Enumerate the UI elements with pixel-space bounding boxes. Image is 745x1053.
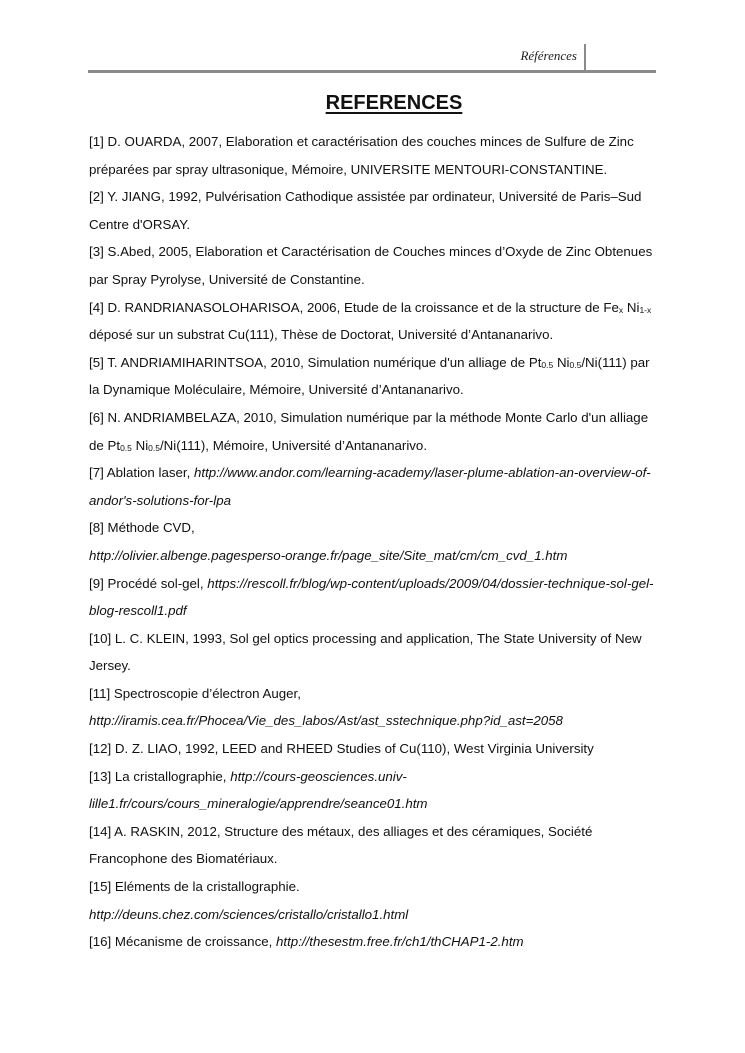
reference-item [89, 404, 659, 459]
reference-text: N. ANDRIAMBELAZA, 2010, Simulation numérique par la méthode Monte Carlo d'un alliage de Pt [89, 409, 649, 453]
reference-number: [4] [89, 299, 104, 315]
reference-text: T. ANDRIAMIHARINTSOA, 2010, Simulation numérique d'un alliage de Pt [107, 354, 542, 370]
subscript: 0.5 [569, 359, 582, 370]
reference-item [89, 818, 659, 873]
reference-item [89, 238, 659, 293]
reference-item [89, 763, 659, 818]
reference-link[interactable]: http://olivier.albenge.pagesperso-orange.fr/page_site/Site_mat/cm/cm_cvd_1.htm [89, 547, 568, 563]
header-vertical-rule [584, 44, 586, 72]
reference-number: [14] [89, 823, 112, 839]
reference-link[interactable]: http://cours-geosciences.univ-lille1.fr/cours/cours_mineralogie/apprendre/seance01.htm [89, 768, 428, 812]
reference-text: D. RANDRIANASOLOHARISOA, 2006, Etude de la croissance et de la structure de Fe [107, 299, 619, 315]
reference-item [89, 570, 659, 625]
reference-item [89, 625, 659, 680]
reference-text: Ni [623, 299, 640, 315]
reference-item [89, 735, 659, 763]
reference-text: Eléments de la cristallographie. [114, 879, 300, 895]
reference-text: Ni [131, 437, 149, 453]
reference-text: Procédé sol-gel, [107, 575, 204, 591]
reference-number: [16] [89, 934, 112, 950]
reference-item [89, 514, 659, 569]
reference-number: [10] [89, 630, 112, 646]
reference-number: [15] [89, 879, 112, 895]
reference-item [89, 349, 659, 404]
reference-text: La cristallographie, [114, 768, 227, 784]
page-title: REFERENCES [325, 92, 463, 114]
reference-item [89, 928, 659, 956]
reference-item [89, 294, 659, 349]
reference-number: [3] [89, 244, 104, 260]
reference-number: [2] [89, 189, 104, 205]
reference-item [89, 183, 659, 238]
reference-link[interactable]: http://iramis.cea.fr/Phocea/Vie_des_labos/Ast/ast_sstechnique.php?id_ast=2058 [89, 713, 563, 729]
reference-number: [11] [89, 685, 111, 701]
reference-text: Ni [553, 354, 570, 370]
reference-link[interactable]: https://rescoll.fr/blog/wp-content/uploads/2009/04/dossier-technique-sol-gel-blog-rescoll1.pdf [89, 575, 654, 619]
reference-text: /Ni(111) par la Dynamique Moléculaire, Mémoire, Université d’Antananarivo. [89, 354, 650, 398]
reference-number: [1] [89, 134, 104, 149]
reference-link[interactable]: http://deuns.chez.com/sciences/cristallo/cristallo1.html [89, 906, 409, 922]
reference-text: Mécanisme de croissance, [114, 934, 273, 950]
reference-link[interactable]: http://www.andor.com/learning-academy/laser-plume-ablation-an-overview-of-andor's-solutions-for-lpa [89, 465, 651, 508]
subscript: 1-x [639, 304, 652, 315]
reference-item [89, 680, 659, 735]
subscript: 0.5 [148, 442, 160, 453]
header-horizontal-rule [88, 70, 656, 73]
reference-text: Méthode CVD, [107, 520, 195, 536]
subscript: x [618, 304, 624, 315]
reference-number: [6] [89, 409, 104, 425]
reference-text: D. OUARDA, 2007, Elaboration et caractérisation des couches minces de Sulfure de Zinc préparées par spray ultrasonique, Mémoire, UNIVERSITE MENTOURI-CONSTANTINE. [89, 134, 634, 177]
reference-text: /Ni(111), Mémoire, Université d’Antananarivo. [159, 437, 428, 453]
reference-text: Y. JIANG, 1992, Pulvérisation Cathodique assistée par ordinateur, Université de Paris–Sud Centre d'ORSAY. [89, 189, 642, 232]
subscript: 0.5 [120, 442, 132, 453]
reference-text: S.Abed, 2005, Elaboration et Caractérisation de Couches minces d’Oxyde de Zinc Obtenues par Spray Pyrolyse, Université de Constantine. [89, 244, 653, 287]
reference-link[interactable]: http://thesestm.free.fr/ch1/thCHAP1-2.htm [276, 934, 524, 950]
reference-item [89, 459, 659, 514]
reference-number: [12] [89, 741, 112, 757]
reference-item [89, 873, 659, 928]
reference-text: Spectroscopie d’électron Auger, [113, 685, 301, 701]
reference-text: A. RASKIN, 2012, Structure des métaux, des alliages et des céramiques, Société Francophone des Biomatériaux. [89, 823, 593, 867]
reference-text: D. Z. LIAO, 1992, LEED and RHEED Studies of Cu(110), West Virginia University [114, 741, 594, 757]
subscript: 0.5 [541, 359, 554, 370]
reference-number: [8] [89, 520, 104, 536]
running-header-title: Références [520, 48, 577, 63]
reference-number: [7] [89, 465, 104, 481]
reference-number: [5] [89, 354, 104, 370]
reference-item [89, 128, 659, 183]
reference-text: déposé sur un substrat Cu(111), Thèse de Doctorat, Université d’Antananarivo. [89, 327, 554, 343]
reference-number: [13] [89, 768, 112, 784]
reference-list [89, 128, 659, 956]
reference-number: [9] [89, 575, 104, 591]
reference-text: Ablation laser, [106, 465, 191, 481]
reference-text: L. C. KLEIN, 1993, Sol gel optics processing and application, The State University of New Jersey. [89, 630, 642, 674]
